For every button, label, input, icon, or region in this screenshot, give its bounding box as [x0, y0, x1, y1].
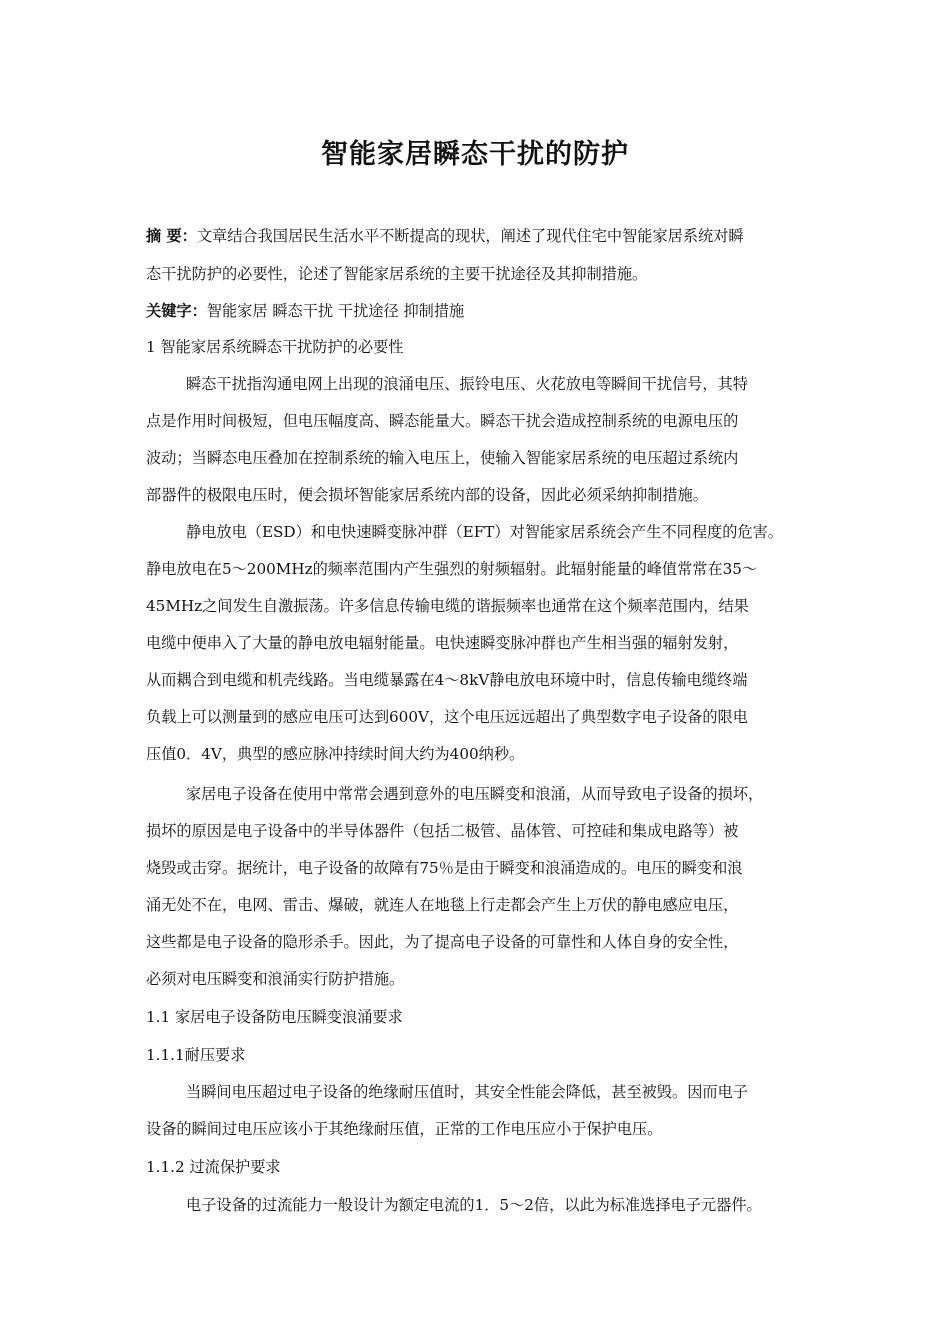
para3-line-3: 烧毁或击穿。据统计，电子设备的故障有75％是由于瞬变和浪涌造成的。电压的瞬变和浪 — [146, 859, 743, 877]
keywords-line — [146, 299, 822, 323]
keywords-text: 智能家居 瞬态干扰 干扰途径 抑制措施 — [206, 302, 465, 320]
para3-line-4: 涌无处不在，电网、雷击、爆破，就连人在地毯上行走都会产生上万伏的静电感应电压， — [146, 896, 739, 914]
abstract-line-1 — [146, 224, 822, 248]
para2-line-7: 压值0．4V，典型的感应脉冲持续时间大约为400纳秒。 — [146, 745, 525, 763]
document-title: 智能家居瞬态干扰的防护 — [321, 139, 629, 170]
section-1-1-heading: 1.1 家居电子设备防电压瞬变浪涌要求 — [146, 1008, 403, 1026]
abstract-line-2: 态干扰防护的必要性，论述了智能家居系统的主要干扰途径及其抑制措施。 — [146, 265, 648, 283]
para2-line-4: 电缆中便串入了大量的静电放电辐射能量。电快速瞬变脉冲群也产生相当强的辐射发射， — [146, 634, 739, 652]
para5-line-1: 电子设备的过流能力一般设计为额定电流的1．5～2倍，以此为标准选择电子元器件。 — [186, 1196, 762, 1214]
para3-line-2: 损坏的原因是电子设备中的半导体器件（包括二极管、晶体管、可控硅和集成电路等）被 — [146, 822, 739, 840]
para3-line-6: 必须对电压瞬变和浪涌实行防护措施。 — [146, 970, 405, 988]
para1-line-3: 波动；当瞬态电压叠加在控制系统的输入电压上，使输入智能家居系统的电压超过系统内 — [146, 449, 739, 467]
para2-line-5: 从而耦合到电缆和机壳线路。当电缆暴露在4～8kV静电放电环境中时，信息传输电缆终端 — [146, 671, 748, 689]
keywords-label: 关键字： — [146, 302, 207, 320]
para2-line-1: 静电放电（ESD）和电快速瞬变脉冲群（EFT）对智能家居系统会产生不同程度的危害。 — [186, 523, 783, 541]
para2-line-2: 静电放电在5～200MHz的频率范围内产生强烈的射频辐射。此辐射能量的峰值常常在35～ — [146, 560, 758, 578]
section-1-heading: 1 智能家居系统瞬态干扰防护的必要性 — [146, 338, 404, 356]
para1-line-2: 点是作用时间极短，但电压幅度高、瞬态能量大。瞬态干扰会造成控制系统的电源电压的 — [146, 412, 739, 430]
para1-line-4: 部器件的极限电压时，便会损坏智能家居系统内部的设备，因此必须采纳抑制措施。 — [146, 486, 708, 504]
para4-line-1: 当瞬间电压超过电子设备的绝缘耐压值时，其安全性能会降低，甚至被毁。因而电子 — [186, 1083, 748, 1101]
para1-line-1: 瞬态干扰指沟通电网上出现的浪涌电压、振铃电压、火花放电等瞬间干扰信号，其特 — [186, 375, 748, 393]
para2-line-3: 45MHz之间发生自激振荡。许多信息传输电缆的谐振频率也通常在这个频率范围内，结果 — [146, 597, 749, 615]
section-1-1-1-heading: 1.1.1耐压要求 — [146, 1046, 246, 1064]
para4-line-2: 设备的瞬间过电压应该小于其绝缘耐压值，正常的工作电压应小于保护电压。 — [146, 1120, 663, 1138]
para3-line-5: 这些都是电子设备的隐形杀手。因此，为了提高电子设备的可靠性和人体自身的安全性， — [146, 933, 739, 951]
para2-line-6: 负载上可以测量到的感应电压可达到600V，这个电压远远超出了典型数字电子设备的限电 — [146, 708, 748, 726]
abstract-label: 摘 要： — [146, 227, 197, 245]
abstract-text-1: 文章结合我国居民生活水平不断提高的现状，阐述了现代住宅中智能家居系统对瞬 — [196, 227, 744, 245]
section-1-1-2-heading: 1.1.2 过流保护要求 — [146, 1158, 281, 1176]
para3-line-1: 家居电子设备在使用中常常会遇到意外的电压瞬变和浪涌，从而导致电子设备的损坏， — [186, 785, 764, 803]
